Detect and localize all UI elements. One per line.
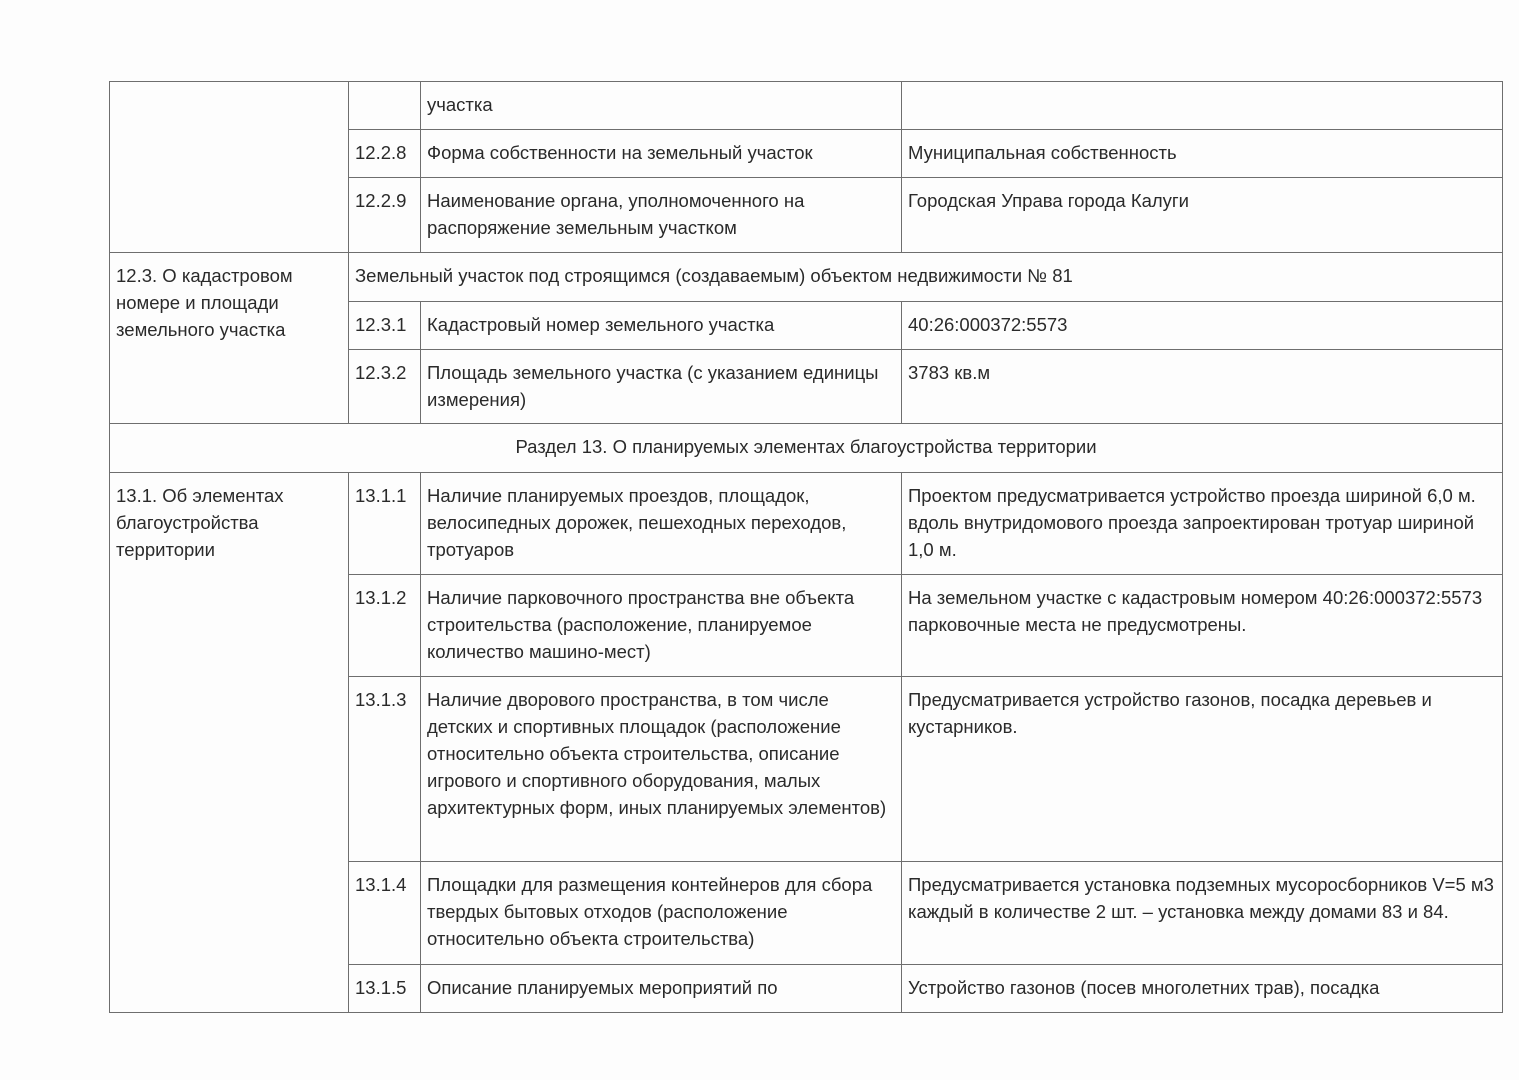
table-row — [110, 82, 1503, 130]
item-number: 13.1.3 — [349, 677, 421, 862]
item-label: Описание планируемых мероприятий по — [421, 965, 902, 1013]
section-title: 13.1. Об элементах благоустройства территории — [110, 473, 349, 1013]
item-number: 13.1.4 — [349, 862, 421, 965]
item-number: 12.2.9 — [349, 178, 421, 253]
item-label: Наименование органа, уполномоченного на распоряжение земельным участком — [421, 178, 902, 253]
item-number — [349, 82, 421, 130]
item-number: 13.1.1 — [349, 473, 421, 575]
item-value: Городская Управа города Калуги — [902, 178, 1503, 253]
item-value: 40:26:000372:5573 — [902, 302, 1503, 350]
item-value: Предусматривается установка подземных мусоросборников V=5 м3 каждый в количестве 2 шт. – установка между домами 83 и 84. — [902, 862, 1503, 965]
project-declaration-table — [109, 81, 1503, 1013]
section-12-2-title-cell — [110, 82, 349, 253]
item-value: Устройство газонов (посев многолетних трав), посадка — [902, 965, 1503, 1013]
section-title: 12.3. О кадастровом номере и площади земельного участка — [110, 253, 349, 424]
item-label: Кадастровый номер земельного участка — [421, 302, 902, 350]
item-label: Наличие парковочного пространства вне объекта строительства (расположение, планируемое количество машино-мест) — [421, 575, 902, 677]
item-label: Площадки для размещения контейнеров для сбора твердых бытовых отходов (расположение относительно объекта строительства) — [421, 862, 902, 965]
table-row — [110, 253, 1503, 302]
section-subheader: Земельный участок под строящимся (создаваемым) объектом недвижимости № 81 — [349, 253, 1503, 302]
item-value: Предусматривается устройство газонов, посадка деревьев и кустарников. — [902, 677, 1503, 862]
item-number: 12.2.8 — [349, 130, 421, 178]
item-value: Проектом предусматривается устройство проезда шириной 6,0 м. вдоль внутридомового проезда запроектирован тротуар шириной 1,0 м. — [902, 473, 1503, 575]
item-value: Муниципальная собственность — [902, 130, 1503, 178]
item-value: На земельном участке с кадастровым номером 40:26:000372:5573 парковочные места не предусмотрены. — [902, 575, 1503, 677]
item-number: 12.3.1 — [349, 302, 421, 350]
table-row — [110, 473, 1503, 575]
section-header: Раздел 13. О планируемых элементах благоустройства территории — [110, 424, 1503, 473]
item-label: участка — [421, 82, 902, 130]
item-value — [902, 82, 1503, 130]
item-label: Форма собственности на земельный участок — [421, 130, 902, 178]
item-number: 13.1.5 — [349, 965, 421, 1013]
item-number: 12.3.2 — [349, 350, 421, 424]
item-label: Наличие дворового пространства, в том числе детских и спортивных площадок (расположение относительно объекта строительства, описание игрового и спортивного оборудования, малых архитектурных форм, иных планируемых элементов) — [421, 677, 902, 862]
item-label: Наличие планируемых проездов, площадок, велосипедных дорожек, пешеходных переходов, тротуаров — [421, 473, 902, 575]
item-number: 13.1.2 — [349, 575, 421, 677]
item-value: 3783 кв.м — [902, 350, 1503, 424]
item-label: Площадь земельного участка (с указанием единицы измерения) — [421, 350, 902, 424]
table-row — [110, 424, 1503, 473]
